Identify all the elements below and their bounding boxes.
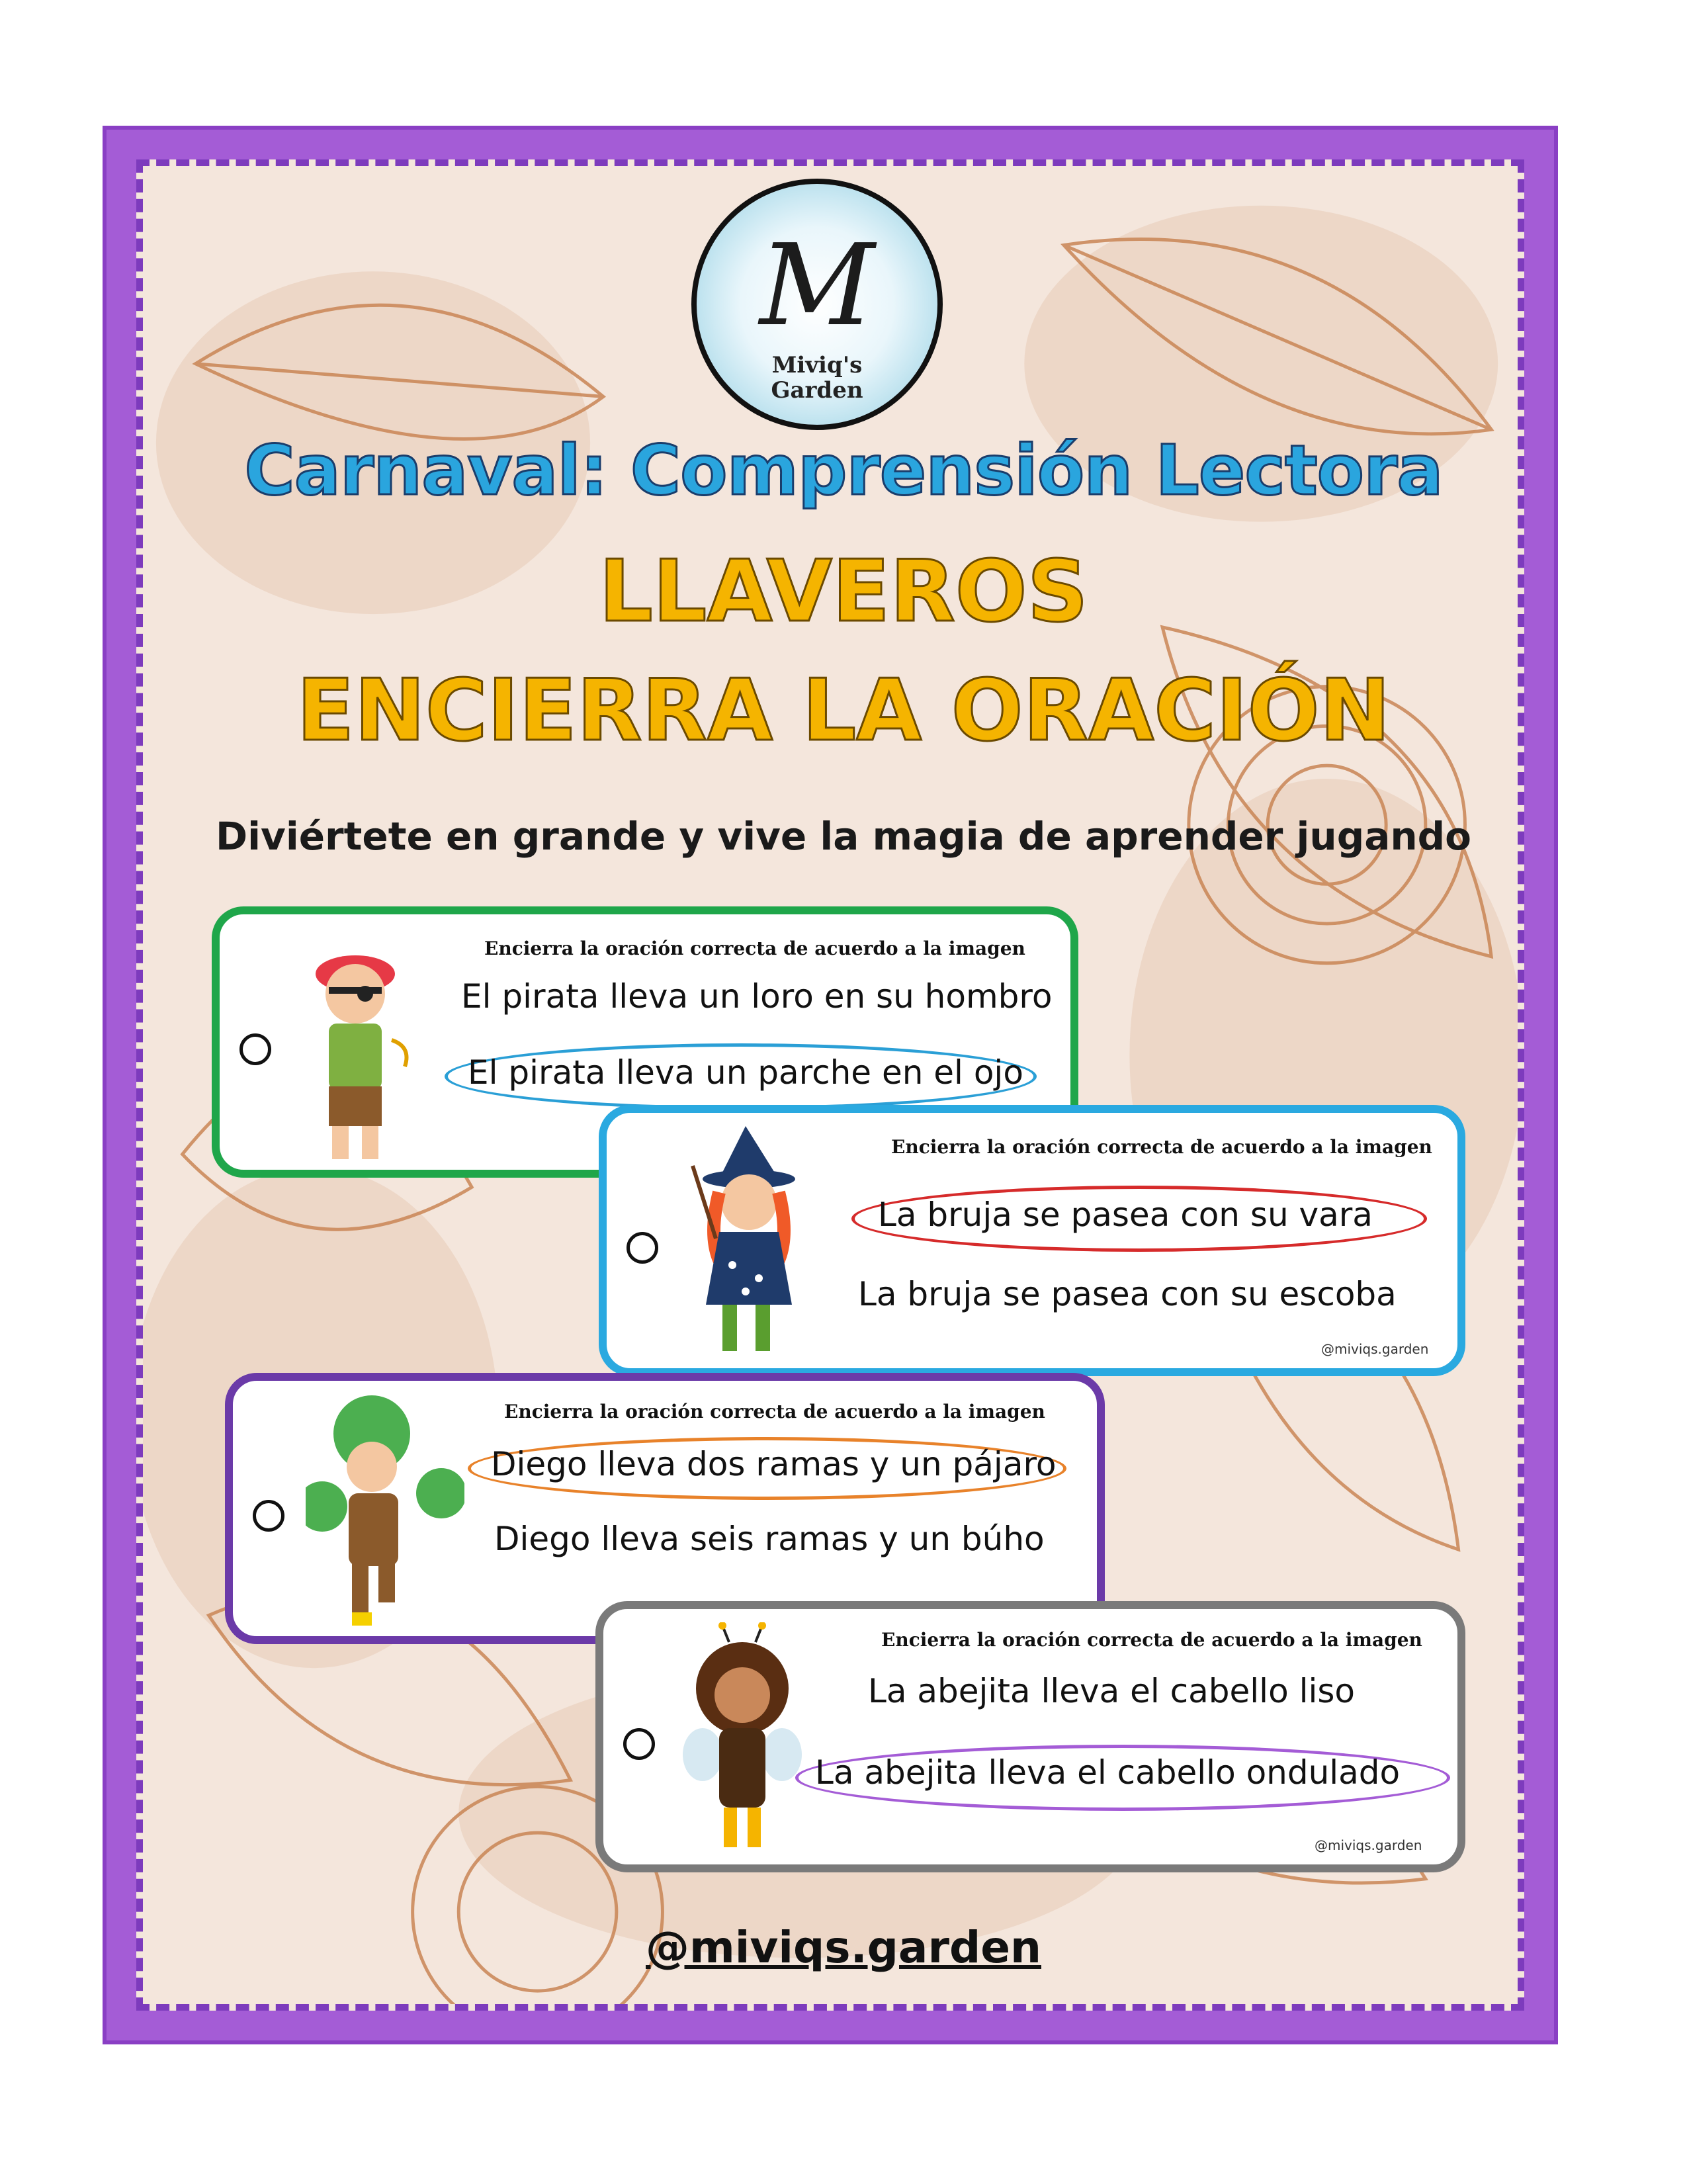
page-title: Carnaval: Comprensión Lectora (244, 430, 1443, 511)
witch-figure (679, 1126, 812, 1371)
card-option-2: El pirata lleva un parche en el ojo (468, 1053, 1023, 1092)
heading-line1: LLAVEROS (599, 543, 1088, 641)
keychain-card-bee-girl (595, 1601, 1465, 1872)
logo-monogram: M (759, 220, 875, 351)
subtitle: Diviértete en grande y vive la magia de aprender jugando (216, 814, 1471, 859)
card-credit: @miviqs.garden (1321, 1341, 1429, 1357)
keychain-hole (623, 1728, 655, 1760)
pirate-figure (292, 928, 425, 1172)
logo-brand-line1: Miviq's (771, 352, 863, 378)
card-option-2: La abejita lleva el cabello ondulado (815, 1753, 1401, 1792)
social-handle: @miviqs.garden (646, 1922, 1041, 1973)
miviqs-garden-logo (691, 179, 943, 430)
keychain-hole (253, 1500, 284, 1532)
card-instruction: Encierra la oración correcta de acuerdo a la imagen (484, 938, 1025, 959)
card-option-1: La bruja se pasea con su vara (878, 1196, 1373, 1234)
card-instruction: Encierra la oración correcta de acuerdo a la imagen (504, 1401, 1045, 1422)
card-option-2: Diego lleva seis ramas y un búho (494, 1520, 1045, 1558)
keychain-hole (627, 1232, 658, 1264)
card-option-1: El pirata lleva un loro en su hombro (461, 977, 1053, 1016)
card-option-2: La bruja se pasea con su escoba (858, 1275, 1397, 1313)
heading-line2: ENCIERRA LA ORACIÓN (296, 662, 1391, 760)
card-option-1: La abejita lleva el cabello liso (868, 1672, 1355, 1710)
card-instruction: Encierra la oración correcta de acuerdo a la imagen (881, 1629, 1422, 1651)
keychain-card-witch (599, 1105, 1465, 1376)
bee-girl-figure (676, 1622, 808, 1867)
tree-boy-figure (306, 1394, 464, 1639)
card-option-1: Diego lleva dos ramas y un pájaro (491, 1445, 1057, 1483)
keychain-hole (239, 1033, 271, 1065)
card-instruction: Encierra la oración correcta de acuerdo a la imagen (891, 1136, 1432, 1158)
logo-brand-text (697, 353, 937, 403)
logo-brand-line2: Garden (771, 377, 863, 404)
card-credit: @miviqs.garden (1315, 1837, 1422, 1853)
